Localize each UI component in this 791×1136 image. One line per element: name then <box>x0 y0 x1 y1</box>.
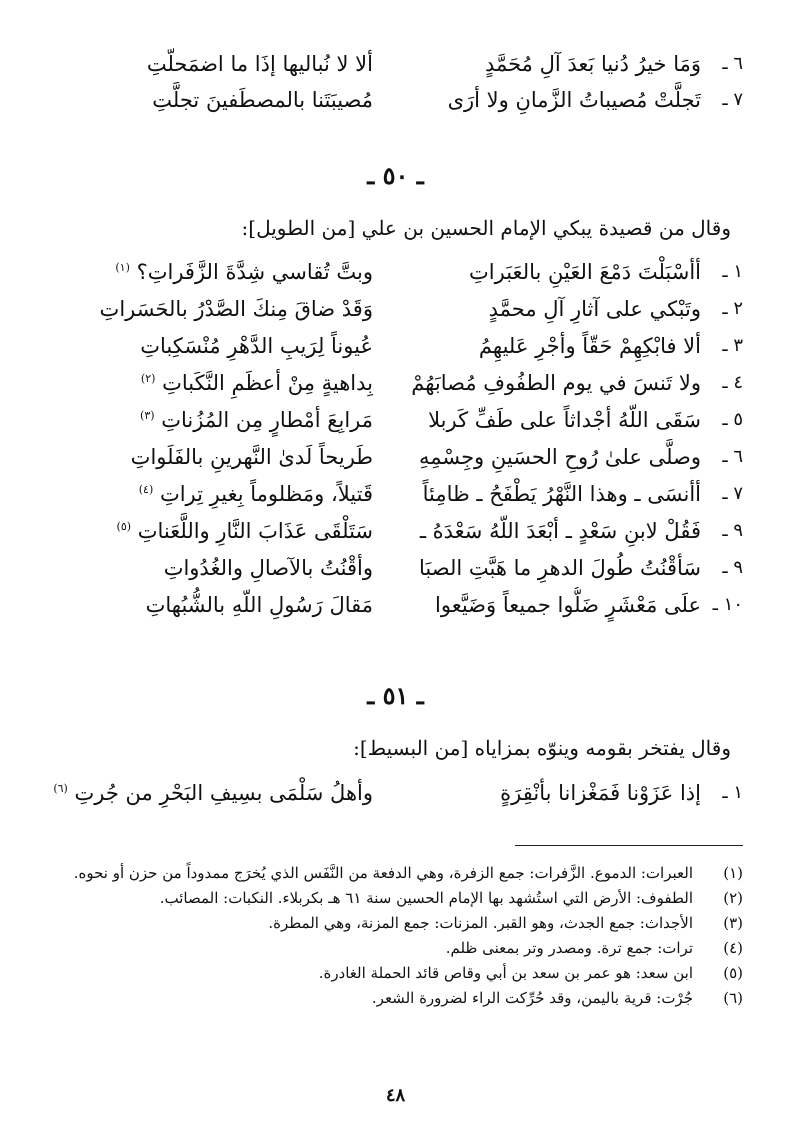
verse-number: ٣ ـ <box>722 335 743 356</box>
page-number: ٤٨ <box>385 1085 406 1106</box>
footnote-marker: (٦) <box>53 782 68 795</box>
footnote-number: (١) <box>723 864 743 882</box>
footnote-text: ابن سعد: هو عمر بن سعد بن أبي وقاص قائد الحملة الغادرة. <box>318 964 693 982</box>
verse-first-hemistich: ولا تَنسَ في يوم الطفُوفِ مُصابَهُمْ <box>411 371 701 395</box>
verse-number: ٩ ـ <box>722 557 743 578</box>
verse-number: ٦ ـ <box>722 53 743 74</box>
footnote-number: (٣) <box>723 914 743 932</box>
verse-number: ٦ ـ <box>722 446 743 467</box>
poem-verse <box>43 46 743 82</box>
footnote <box>53 912 743 934</box>
footnote-text: الأجداث: جمع الجدث، وهو القبر. المزنات: جمع المزنة، وهي المطرة. <box>268 914 693 932</box>
poem-verse <box>43 587 743 623</box>
footnotes <box>53 862 743 1012</box>
verse-number: ٢ ـ <box>722 298 743 319</box>
verse-first-hemistich: سَأقْنُتُ طُولَ الدهرِ ما هَبَّتِ الصبَا <box>419 556 701 580</box>
section-heading-50: ـ ٥٠ ـ <box>367 161 424 190</box>
section-intro-51: وقال يفتخر بقومه وينوّه بمزاياه [من البسيط]: <box>353 736 731 760</box>
verse-second-hemistich <box>43 82 373 118</box>
verse-second-text: وأقْنُتُ بالآصالِ والغُدُواتِ <box>163 556 373 580</box>
poem-verse <box>43 550 743 586</box>
verse-second-hemistich <box>43 46 373 82</box>
verse-second-text: مَرابِعَ أمْطارٍ مِن المُزُناتِ <box>161 408 373 432</box>
verse-second-hemistich <box>43 775 373 811</box>
verse-second-text: ألا لا نُباليها إذَا ما اضمَحلّتِ <box>146 52 373 76</box>
footnote-marker: (٥) <box>116 520 132 533</box>
verse-number: ١ ـ <box>722 782 743 803</box>
poem-verse <box>43 328 743 364</box>
verse-second-hemistich <box>43 476 373 512</box>
verse-second-text: سَتَلْقَى عَذَابَ النَّارِ واللَّعَناتِ <box>137 519 373 543</box>
verse-second-text: وَقَدْ ضاقَ مِنكَ الصَّدْرُ بالحَسَراتِ <box>99 297 373 321</box>
footnote-marker: (٣) <box>140 409 155 422</box>
verse-first-hemistich: وَمَا خيرُ دُنيا بَعدَ آلِ مُحَمَّدٍ <box>484 52 701 76</box>
verse-number: ٤ ـ <box>722 372 743 393</box>
verse-number: ٩ ـ <box>722 520 743 541</box>
footnote-marker: (٢) <box>140 372 156 385</box>
poem-verse <box>43 476 743 512</box>
footnote-marker: (٤) <box>138 483 154 496</box>
verse-second-text: بِداهيةٍ مِنْ أعظَمِ النَّكَباتِ <box>162 371 373 395</box>
section-heading-51: ـ ٥١ ـ <box>367 681 424 710</box>
footnote <box>53 887 743 909</box>
poem-verse <box>43 402 743 438</box>
footnote <box>53 937 743 959</box>
verse-number: ٥ ـ <box>722 409 743 430</box>
verse-number: ١ ـ <box>722 261 743 282</box>
verse-second-hemistich <box>43 254 373 290</box>
verse-second-hemistich <box>43 365 373 401</box>
footnote-number: (٤) <box>723 939 743 957</box>
verse-number: ١٠ ـ <box>712 594 743 615</box>
footnote-number: (٢) <box>723 889 743 907</box>
verse-first-hemistich: وتَبْكي على آثارِ آلِ محمَّدٍ <box>488 297 701 321</box>
verse-first-hemistich: أأسْبَلْتَ دَمْعَ العَيْنِ بالعَبَراتِ <box>469 260 701 284</box>
footnote <box>53 962 743 984</box>
verse-second-text: طَريحاً لَدىٰ النَّهرينِ بالفَلَواتِ <box>130 445 373 469</box>
footnote-number: (٥) <box>723 964 743 982</box>
verse-second-hemistich <box>43 328 373 364</box>
verse-first-hemistich: فَقُلْ لابنِ سَعْدٍ ـ أبْعَدَ اللّهُ سَعْدَهُ ـ <box>419 519 701 543</box>
verse-second-text: وبتَّ تُقاسي شِدَّةَ الزَّفَراتِ؟ <box>136 260 373 284</box>
verse-first-hemistich: إذا عَزَوْنا فَمَغْزانا بأنْقِرَةٍ <box>500 781 701 805</box>
verse-second-text: عُيوناً لِرَيبِ الدَّهْرِ مُنْسَكِباتِ <box>140 334 373 358</box>
poem-verse <box>43 775 743 811</box>
footnote-text: جُرْت: قرية باليمن، وقد حُرِّكت الراء لضرورة الشعر. <box>371 989 693 1007</box>
verse-first-hemistich: وصلَّى علىٰ رُوحِ الحسَينِ وجِسْمِهِ <box>418 445 701 469</box>
verse-first-hemistich: سَقَى اللّهُ أجْداثاً على طَفِّ كَربلا <box>428 408 701 432</box>
verse-second-hemistich <box>43 291 373 327</box>
footnote-text: الطفوف: الأرض التي استُشهد بها الإمام الحسين سنة ٦١ هـ بكربلاء. النكبات: المصائب. <box>159 889 693 907</box>
poem-verse <box>43 82 743 118</box>
footnote <box>53 862 743 884</box>
footnote-text: العبرات: الدموع. الزَّفرات: جمع الزفرة، وهي الدفعة من النَّفَس الذي يُخرَج ممدوداً من حزن أو نحوه. <box>73 864 693 882</box>
poem-verse <box>43 439 743 475</box>
poem-verse <box>43 365 743 401</box>
verse-first-hemistich: علَى مَعْشَرٍ ضَلُّوا جميعاً وَضَيَّعوا <box>435 593 701 617</box>
verse-second-text: وأهلُ سَلْمَى بسِيفِ البَحْرِ من جُرتِ <box>74 781 373 805</box>
verse-second-hemistich <box>43 439 373 475</box>
verse-second-hemistich <box>43 587 373 623</box>
footnote-divider <box>515 845 743 846</box>
footnote-number: (٦) <box>723 989 743 1007</box>
verse-second-hemistich <box>43 402 373 438</box>
verse-first-hemistich: أأنسَى ـ وهذا النَّهْرُ يَطْفَحُ ـ ظامِئاً <box>422 482 701 506</box>
verse-first-hemistich: ألا فابْكِهِمْ حَقّاً وأجْرِ عَليهِمُ <box>478 334 701 358</box>
verse-first-hemistich: تَجلَّتْ مُصيباتُ الزَّمانِ ولا أرَى <box>447 88 701 112</box>
poem-verse <box>43 513 743 549</box>
verse-second-text: قَتيلاً، ومَظلوماً بِغيرِ تِراتِ <box>159 482 373 506</box>
verse-number: ٧ ـ <box>722 89 743 110</box>
footnote-marker: (١) <box>115 261 130 274</box>
verse-second-text: مَقالَ رَسُولِ اللّهِ بالشُّبُهاتِ <box>145 593 373 617</box>
poem-verse <box>43 254 743 290</box>
footnote <box>53 987 743 1009</box>
verse-second-hemistich <box>43 550 373 586</box>
section-intro-50: وقال من قصيدة يبكي الإمام الحسين بن علي [من الطويل]: <box>241 216 731 240</box>
verse-second-text: مُصيبَتَنا بالمصطَفينَ تجلَّتِ <box>152 88 373 112</box>
poem-verse <box>43 291 743 327</box>
footnote-text: ترات: جمع ترة. ومصدر وتر بمعنى ظلم. <box>445 939 693 957</box>
verse-second-hemistich <box>43 513 373 549</box>
verse-number: ٧ ـ <box>722 483 743 504</box>
